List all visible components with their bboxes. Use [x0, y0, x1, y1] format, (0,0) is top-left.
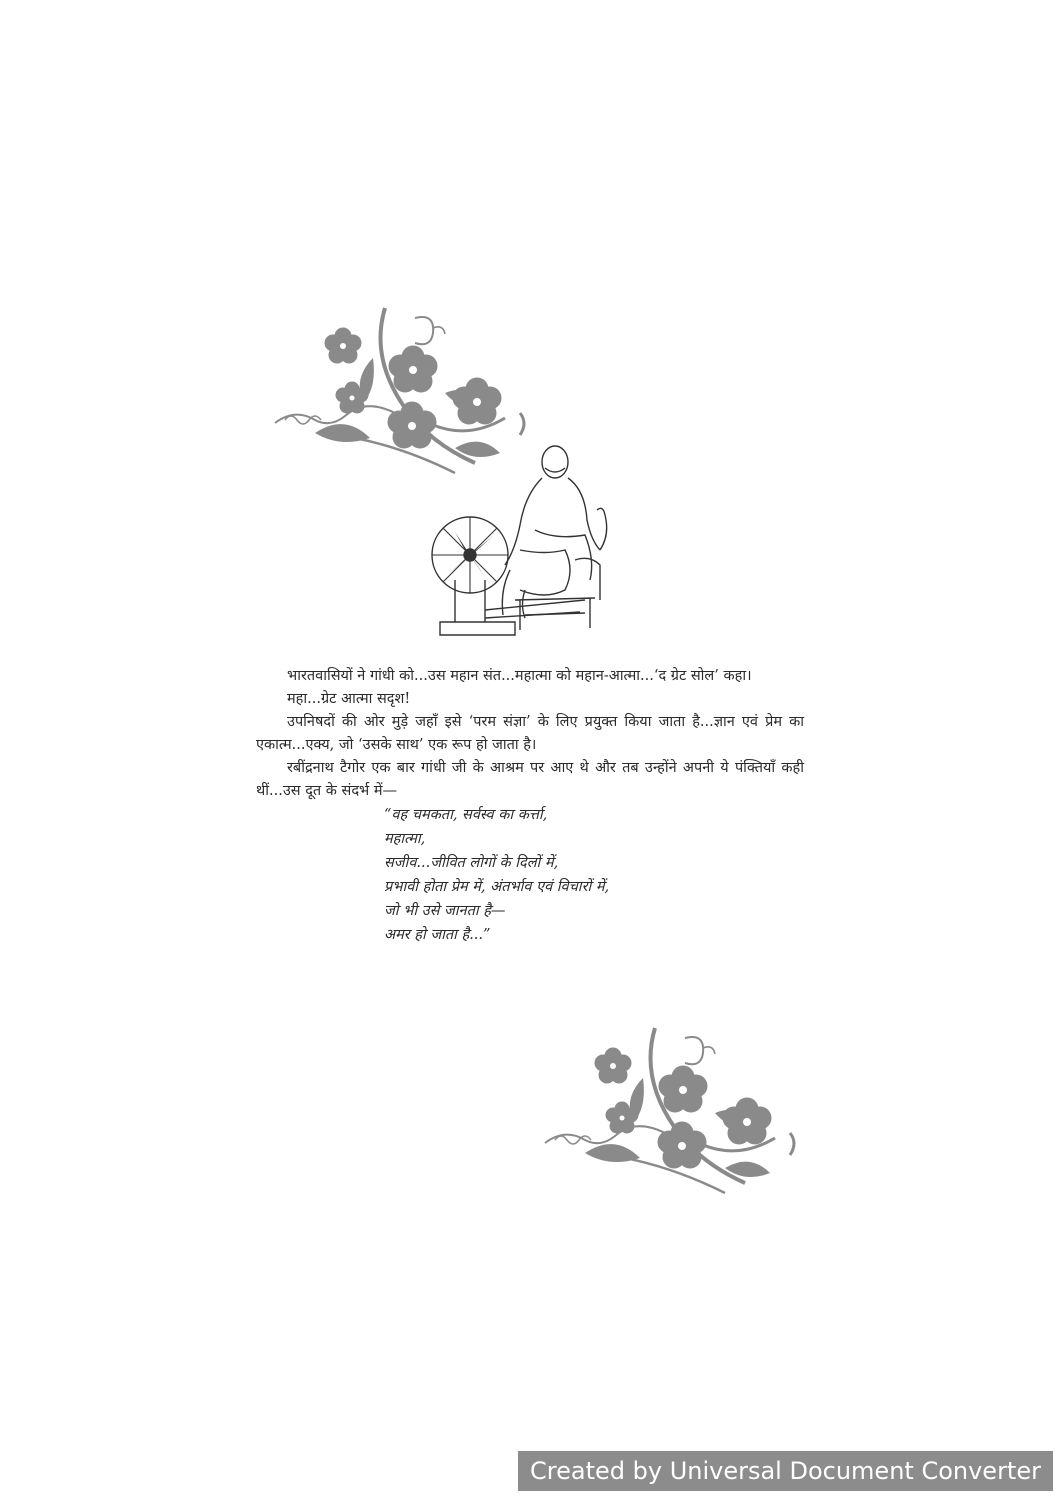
paragraph-3: उपनिषदों की ओर मुड़े जहाँ इसे ‘परम संज्ञा’ के लिए प्रयुक्त किया जाता है...ज्ञान एवं प्रेम का एकात्म...एक्य, जो ‘उसके साथ’ एक रूप हो जाता है। [256, 714, 804, 753]
poem-line: अमर हो जाता है...” [384, 927, 491, 943]
document-body [256, 665, 804, 947]
gandhi-spinning-wheel-illustration [425, 440, 625, 645]
converter-watermark: Created by Universal Document Converter [518, 1451, 1053, 1491]
poem-line: सजीव...जीवित लोगों के दिलों में, [384, 855, 559, 871]
paragraph-4: रबींद्रनाथ टैगोर एक बार गांधी जी के आश्रम पर आए थे और तब उन्होंने अपनी ये पंक्तियाँ कही थीं...उस दूत के संदर्भ में— [256, 760, 804, 799]
poem-line: महात्मा, [384, 831, 426, 847]
paragraph-1: भारतवासियों ने गांधी को...उस महान संत...महात्मा को महान-आत्मा...‘द ग्रेट सोल’ कहा। [287, 668, 752, 684]
poem-line: प्रभावी होता प्रेम में, अंतर्भाव एवं विचारों में, [384, 879, 610, 895]
poem-line: “वह चमकता, सर्वस्व का कर्त्ता, [384, 807, 548, 823]
floral-ornament-bottom [525, 1018, 815, 1203]
poem-quote [384, 803, 804, 947]
paragraph-2: महा...ग्रेट आत्मा सदृश! [287, 691, 411, 707]
poem-line: जो भी उसे जानता है— [384, 903, 506, 919]
